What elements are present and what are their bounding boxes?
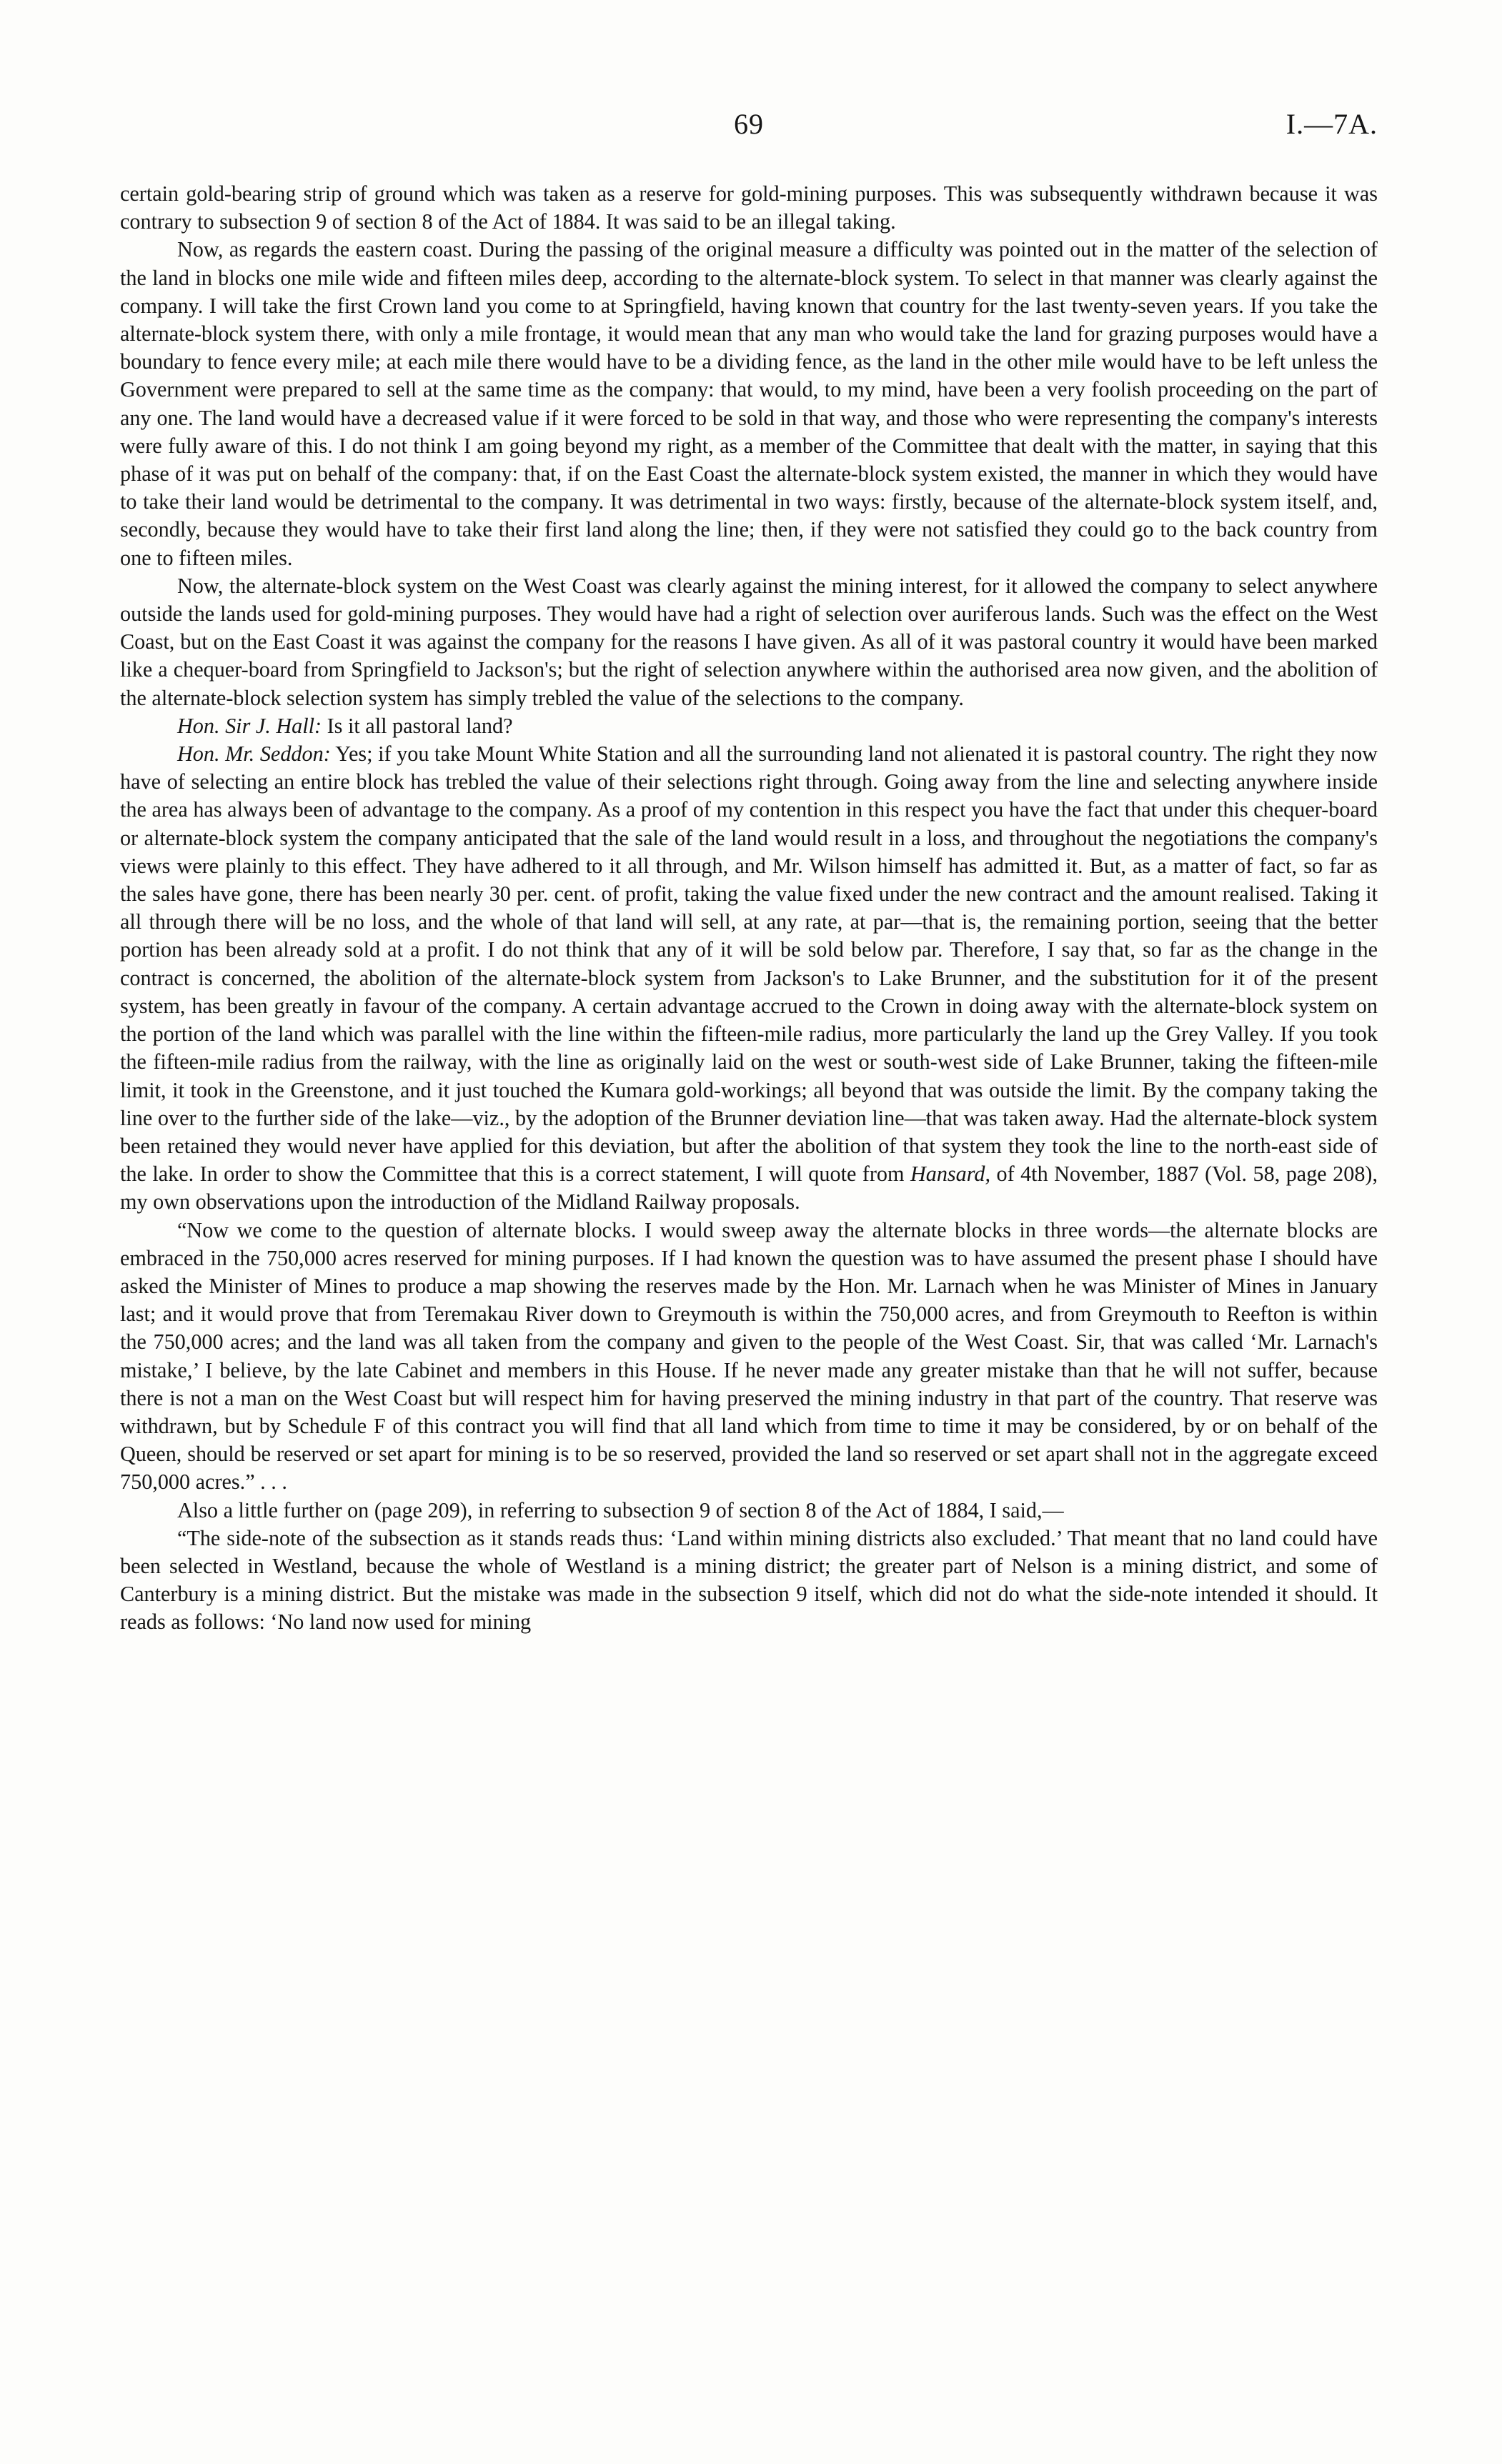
speaker-name-hall: Hon. Sir J. Hall:	[177, 713, 322, 738]
speech-seddon	[120, 740, 1378, 1216]
page-header	[120, 107, 1378, 150]
paragraph-page-209: Also a little further on (page 209), in referring to subsection 9 of section 8 of the Act of 1884, I said,—	[177, 1497, 1064, 1522]
quote-alternate-blocks: “Now we come to the question of alternate blocks. I would sweep away the alternate blocks in three words—the alternate blocks are embraced in the 750,000 acres reserved for mining purposes. If I had known the question was to have assumed the present phase I should have asked the Minister of Mines to produce a map showing the reserves made by the Hon. Mr. Larnach when he was Minister of Mines in January last; and it would prove that from Teremakau River down to Greymouth is within the 750,000 acres, and from Greymouth to Reefton is within the 750,000 acres; and the land was all taken from the company and given to the people of the West Coast. Sir, that was called ‘Mr. Larnach's mistake,’ I believe, by the late Cabinet and members in this House. If he never made any greater mistake than that he will not suffer, because there is not a man on the West Coast but will respect him for having preserved the mining industry in that part of the country. That reserve was withdrawn, but by Schedule F of this contract you will find that all land which from time to time it may be considered, by or on behalf of the Queen, should be reserved or set apart for mining is to be so reserved, provided the land so reserved or set apart shall not in the aggregate exceed 750,000 acres.” . . .	[120, 1217, 1378, 1495]
speech-text-seddon-end: of 4th November, 1887 (Vol. 58, page 208), my own observations upon the introduction of the Midland Railway proposals.	[120, 1162, 1378, 1214]
speech-text-seddon: Yes; if you take Mount White Station and all the surrounding land not alienated it is pastoral country. The right they now have of selecting an entire block has trebled the value of their selections right through. Going away from the line and selecting anywhere inside the area has always been of advantage to the company. As a proof of my contention in this respect you have the fact that under this chequer-board or alternate-block system the company anticipated that the sale of the land would result in a loss, and throughout the negotiations the company's views were plainly to this effect. They have adhered to it all through, and Mr. Wilson himself has admitted it. But, as a matter of fact, so far as the sales have gone, there has been nearly 30 per. cent. of profit, taking the value fixed under the new contract and the amount realised. Taking it all through there will be no loss, and the whole of that land will sell, at any rate, at par—that is, the remaining portion, seeing that the better portion has been already sold at a profit. I do not think that any of it will be sold below par. Therefore, I say that, so far as the change in the contract is concerned, the abolition of the alternate-block system from Jackson's to Lake Brunner, and the substitution for it of the present system, has been greatly in favour of the company. A certain advantage accrued to the Crown in doing away with the alternate-block system on the portion of the land which was parallel with the line within the fifteen-mile radius, more particularly the land up the Grey Valley. If you took the fifteen-mile radius from the railway, with the line as originally laid on the west or south-west side of Lake Brunner, taking the fifteen-mile limit, it took in the Greenstone, and it just touched the Kumara gold-workings; all beyond that was outside the limit. By the company taking the line over to the further side of the lake—viz., by the adoption of the Brunner deviation line—that was taken away. Had the alternate-block system been retained they would never have applied for this deviation, but after the abolition of that system they took the line to the north-east side of the lake. In order to show the Committee that this is a correct statement, I will quote from	[120, 742, 1378, 1187]
body-text	[120, 180, 1378, 1637]
paragraph-continuation: certain gold-bearing strip of ground which was taken as a reserve for gold-mining purposes. This was subsequently withdrawn because it was contrary to subsection 9 of section 8 of the Act of 1884. It was said to be an illegal taking.	[120, 181, 1378, 234]
speaker-name-seddon: Hon. Mr. Seddon:	[177, 742, 331, 767]
speech-text-hall: Is it all pastoral land?	[327, 713, 513, 738]
hansard-reference: Hansard,	[910, 1162, 991, 1187]
paragraph-west-coast: Now, the alternate-block system on the West Coast was clearly against the mining interest, for it allowed the company to select anywhere outside the lands used for gold-mining purposes. They would have had a right of selection over auriferous lands. Such was the effect on the West Coast, but on the East Coast it was against the company for the reasons I have given. As all of it was pastoral country it would have been marked like a chequer-board from Springfield to Jackson's; but the right of selection anywhere within the authorised area now given, and the abolition of the alternate-block selection system has simply trebled the value of the selections to the company.	[120, 573, 1378, 710]
page-number: 69	[734, 108, 764, 140]
document-reference: I.—7A.	[1285, 108, 1378, 140]
quote-side-note: “The side-note of the subsection as it stands reads thus: ‘Land within mining districts also excluded.’ That meant that no land could have been selected in Westland, because the whole of Westland is a mining district; the greater part of Nelson is a mining district, and some of Canterbury is a mining district. But the mistake was made in the subsection 9 itself, which did not do what the side-note intended it should. It reads as follows: ‘No land now used for mining	[120, 1525, 1378, 1635]
speech-hall	[120, 712, 1378, 740]
paragraph-eastern-coast: Now, as regards the eastern coast. During the passing of the original measure a difficulty was pointed out in the matter of the selection of the land in blocks one mile wide and fifteen miles deep, according to the alternate-block system. To select in that manner was clearly against the company. I will take the first Crown land you come to at Springfield, having known that country for the last twenty-seven years. If you take the alternate-block system there, with only a mile frontage, it would mean that any man who would take the land for grazing purposes would have a boundary to fence every mile; at each mile there would have to be a dividing fence, as the land in the other mile would have to be left unless the Government were prepared to sell at the same time as the company: that would, to my mind, have been a very foolish proceeding on the part of any one. The land would have a decreased value if it were forced to be sold in that way, and those who were representing the company's interests were fully aware of this. I do not think I am going beyond my right, as a member of the Committee that dealt with the matter, in saying that this phase of it was put on behalf of the company: that, if on the East Coast the alternate-block system existed, the manner in which they would have to take their land would be detrimental to the company. It was detrimental in two ways: firstly, because of the alternate-block system itself, and, secondly, because they would have to take their first land along the line; then, if they were not satisfied they could go to the back country from one to fifteen miles.	[120, 237, 1378, 570]
